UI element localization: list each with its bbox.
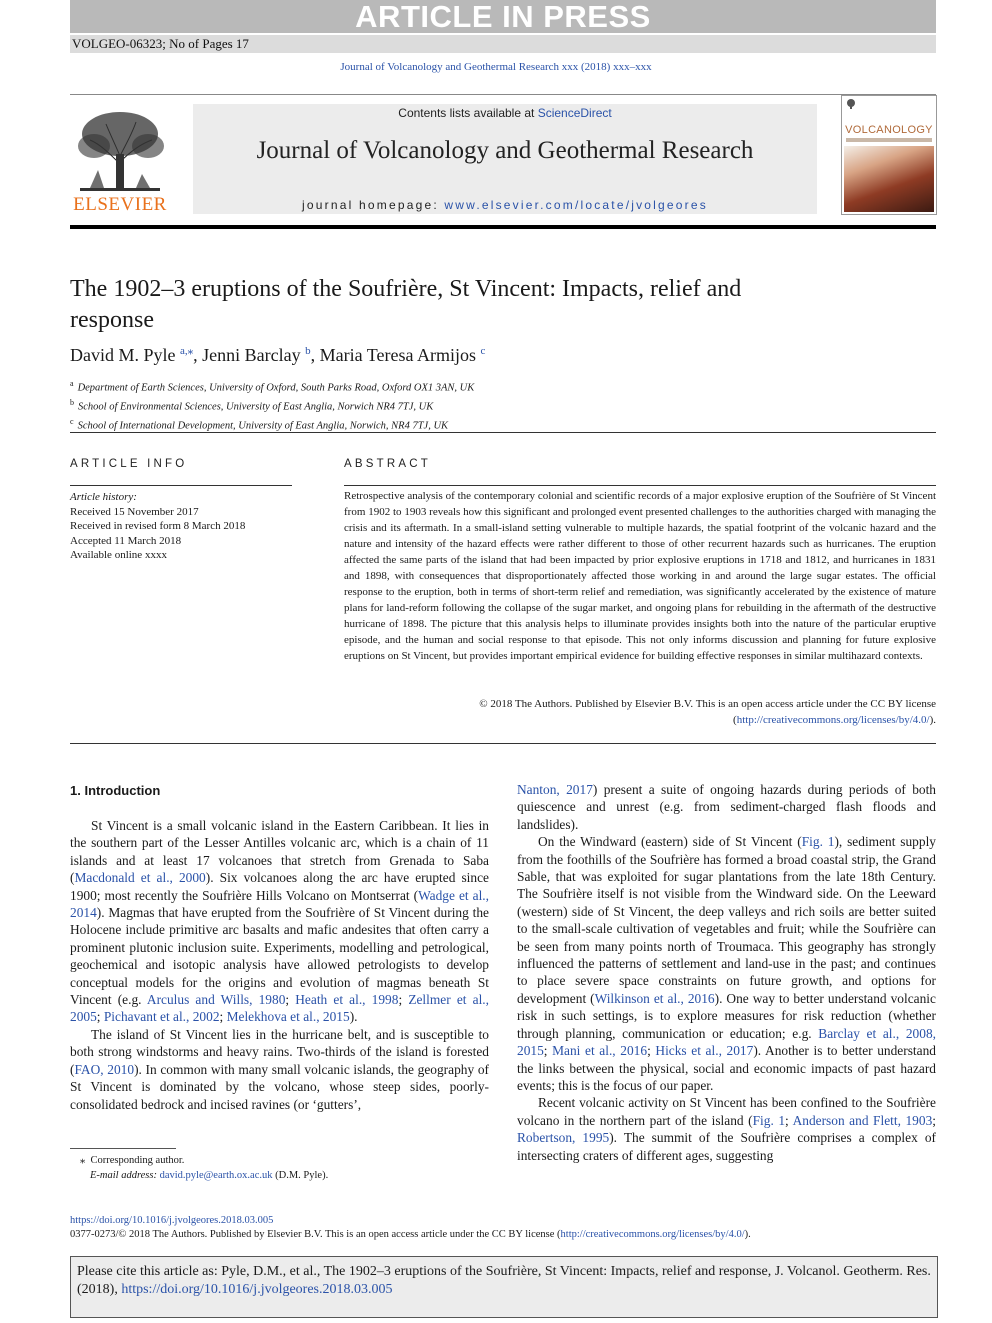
paragraph — [70, 1026, 489, 1113]
body-column-right — [517, 781, 936, 1164]
citation-doi-link[interactable]: https://doi.org/10.1016/j.jvolgeores.2018.03.005 — [121, 1282, 393, 1297]
cover-subtitle-bar — [846, 138, 932, 142]
citation-link[interactable]: Hicks et al., 2017 — [655, 1043, 754, 1059]
history-received: Received 15 November 2017 — [70, 505, 199, 518]
paragraph-text: ). The summit of the Soufrière comprises a complex of intersecting craters of different ages, suggesting — [517, 1130, 936, 1163]
abstract-heading: ABSTRACT — [344, 458, 431, 470]
paragraph-text: ; — [785, 1112, 793, 1128]
affiliation — [70, 396, 474, 415]
divider — [70, 432, 936, 433]
article-in-press-banner: ARTICLE IN PRESS — [70, 0, 936, 33]
citation-link[interactable]: Wilkinson et al., 2016 — [594, 990, 715, 1006]
history-accepted: Accepted 11 March 2018 — [70, 534, 182, 547]
paragraph-text: ; — [647, 1043, 656, 1059]
author-name[interactable]: Maria Teresa Armijos — [319, 345, 481, 365]
paragraph-text: The island of St Vincent lies in the hurricane belt, and is susceptible to both strong windstorms and heavy rains. Two-thirds of the island is forested ( — [70, 1026, 489, 1077]
citation-link[interactable]: Fig. 1 — [801, 834, 835, 850]
citation-link[interactable]: Barclay et al., 2008, 2015 — [517, 1025, 936, 1059]
divider — [344, 485, 936, 486]
citation-box: Please cite this article as: Pyle, D.M., et al., The 1902–3 eruptions of the Soufrière, St Vincent: Impacts, relief and response, J. Volcanol. Geotherm. Res. (2018), https://doi.org/10.1016/j.jvolgeores.2018.03.005 — [70, 1256, 938, 1318]
elsevier-mini-icon — [845, 98, 857, 110]
affiliation-text: Department of Earth Sciences, University of Oxford, South Parks Road, Oxford OX1 3AN, UK — [77, 382, 475, 394]
cover-title: VOLCANOLOGY — [845, 124, 933, 136]
author-separator: , — [310, 345, 320, 365]
abstract-copyright: © 2018 The Authors. Published by Elsevier B.V. This is an open access article under the CC BY license (http://creativecommons.org/licenses/by/4.0/). — [479, 698, 936, 726]
cc-license-link[interactable]: http://creativecommons.org/licenses/by/4.0/ — [736, 714, 930, 726]
history-revised: Received in revised form 8 March 2018 — [70, 520, 246, 532]
corresponding-author-footnote: ⁎ Corresponding author. E-mail address: david.pyle@earth.ox.ac.uk (D.M. Pyle). — [80, 1155, 329, 1181]
footnote-rule — [70, 1148, 176, 1149]
paragraph — [517, 833, 936, 1094]
doc-id-bar — [70, 35, 936, 53]
doi-link[interactable]: https://doi.org/10.1016/j.jvolgeores.2018.03.005 — [70, 1215, 274, 1226]
citation-link[interactable]: Fig. 1 — [752, 1112, 786, 1128]
paragraph-text: ) present a suite of ongoing hazards during periods of both quiescence and unrest (e.g. from sediment-charged flash floods and landslides). — [517, 782, 936, 832]
citation-link[interactable]: Mani et al., 2016 — [552, 1043, 648, 1059]
paragraph — [517, 781, 936, 833]
affiliation-marker[interactable]: b — [305, 345, 311, 357]
paragraph-text: ; — [398, 992, 409, 1008]
paragraph-text: ). — [349, 1009, 358, 1025]
article-history — [70, 490, 245, 563]
paragraph-text: ; — [932, 1112, 936, 1128]
citation-link[interactable]: Melekhova et al., 2015 — [226, 1009, 350, 1025]
affiliation — [70, 377, 474, 396]
paragraph-text: ; — [543, 1043, 553, 1059]
paragraph-text: ). Six volcanoes along the arc have erupted since 1900; most recently the Soufrière Hills Volcano on Montserrat ( — [70, 870, 489, 903]
elsevier-wordmark: ELSEVIER — [73, 194, 167, 215]
citation-link[interactable]: Wadge et al., 2014 — [70, 887, 490, 921]
citation-link[interactable]: Macdonald et al., 2000 — [74, 870, 206, 886]
article-title: The 1902–3 eruptions of the Soufrière, St Vincent: Impacts, relief and response — [70, 276, 742, 333]
email-link[interactable]: david.pyle@earth.ox.ac.uk — [159, 1170, 273, 1181]
abstract-text: Retrospective analysis of the contemporary colonial and scientific records of a major explosive eruption of the Soufrière of St Vincent from 1902 to 1903 reveals how this significant and prolonged event presented challenges to the authorities charged with managing the crisis and its aftermath. In a small-island setting vulnerable to multiple hazards, the spatial footprint of the volcanic hazard and the nature and intensity of the hazard effects were rather different to those of other recurrent hazards such as hurricanes. The eruption affected the same parts of the island that had been impacted by prior explosive eruptions in 1718 and 1812, and hurricanes in 1831 and 1898, with consequences that disproportionately affected those working in and around the large sugar estates. The official response to the eruption, both in terms of short-term relief and remediation, was significantly accelerated by the existence of mature plans for land-reform following the collapse of the sugar market, and ongoing plans for rebuilding in the aftermath of the destructive hurricane of 1898. The picture that this analysis helps to illuminate provides insights both into the nature of the particular eruptive episode, and the human and social response to that episode. This not only informs discussion and planning for future explosive eruptions on St Vincent, but provides important empirical evidence for building effective responses in similar multihazard contexts. — [344, 490, 936, 662]
journal-homepage: journal homepage: www.elsevier.com/locate/jvolgeores — [302, 198, 708, 212]
paragraph-text: ; — [96, 1009, 104, 1025]
affiliation-marker[interactable]: a,⁎ — [180, 345, 194, 357]
homepage-link[interactable]: www.elsevier.com/locate/jvolgeores — [444, 198, 708, 212]
citation-link[interactable]: Nanton, 2017 — [517, 782, 593, 797]
paragraph-text: St Vincent is a small volcanic island in the Eastern Caribbean. It lies in the southern part of the Lesser Antilles volcanic arc, which is a chain of 11 islands and at least 17 volcanoes that stretch from Grenada to Saba ( — [70, 818, 489, 886]
journal-cover-thumbnail[interactable] — [841, 95, 937, 215]
history-online: Available online xxxx — [70, 549, 167, 561]
paragraph — [517, 1094, 936, 1164]
author-list — [70, 344, 485, 366]
history-label: Article history: — [70, 491, 137, 503]
affiliation-label: c — [70, 417, 74, 426]
affiliation-text: School of Environmental Sciences, University of East Anglia, Norwich NR4 7TJ, UK — [78, 401, 434, 413]
paragraph-text: ; — [219, 1009, 227, 1025]
citation-link[interactable]: FAO, 2010 — [74, 1061, 135, 1077]
paragraph — [70, 817, 489, 1026]
divider — [70, 485, 292, 486]
author-separator: , — [193, 345, 203, 365]
paragraph-text: ). In common with many small volcanic islands, the geography of St Vincent is dominated by the volcano, whose steep sides, poorly-consolidated bedrock and incised ravines (or ‘gutters’, — [70, 1061, 489, 1112]
paragraph-text: Recent volcanic activity on St Vincent has been confined to the Soufrière volcano in the northern part of the island ( — [517, 1095, 936, 1128]
citation-link[interactable]: Pichavant et al., 2002 — [103, 1009, 220, 1025]
section-heading-introduction: 1. Introduction — [70, 783, 161, 798]
citation-link[interactable]: Anderson and Flett, 1903 — [792, 1112, 933, 1128]
header-rule — [70, 225, 936, 229]
doc-id: VOLGEO-06323; No of Pages 17 — [72, 36, 249, 51]
citation-link[interactable]: Robertson, 1995 — [517, 1130, 610, 1146]
paragraph-text: ). Magmas that have erupted from the Soufrière of St Vincent during the Holocene include primitive arc basalts and mafic andesites that often carry a prominent plutonic inclusion suite. Experiments, modelling and petrological, geochemical and isotopic analysis have allowed petrologists to develop conceptual models for the origins and evolution of magmas beneath St Vincent (e.g. — [70, 905, 489, 1008]
contents-line: Contents lists available at ScienceDirect — [398, 106, 612, 120]
affiliation-text: School of International Development, University of East Anglia, Norwich, NR4 7TJ, UK — [77, 420, 449, 432]
sciencedirect-link[interactable]: ScienceDirect — [537, 106, 612, 120]
journal-header — [193, 104, 817, 214]
license-link[interactable]: http://creativecommons.org/licenses/by/4.0/ — [560, 1229, 745, 1240]
paragraph-text: ). Another is to better understand the links between the physical, social and economic impacts of past hazard events; this is the focus of our paper. — [517, 1043, 936, 1093]
journal-reference[interactable]: Journal of Volcanology and Geothermal Research xxx (2018) xxx–xxx — [340, 61, 652, 73]
paragraph-text: On the Windward (eastern) side of St Vincent ( — [538, 834, 802, 850]
affiliation-marker[interactable]: c — [480, 345, 486, 357]
citation-link[interactable]: Heath et al., 1998 — [295, 992, 399, 1008]
body-column-left — [70, 817, 489, 1113]
affiliation-label: b — [70, 398, 74, 407]
citation-link[interactable]: Arculus and Wills, 1980 — [146, 992, 286, 1008]
author-name[interactable]: David M. Pyle — [70, 345, 180, 365]
affiliation-label: a — [70, 379, 74, 388]
paragraph-text: ; — [285, 992, 296, 1008]
paragraph-text: ). One way to better understand volcanic risk in such settings, is to explore measures for risk reduction (whether through planning, communication or education; e.g. — [517, 990, 936, 1041]
paragraph-text: ), sediment supply from the foothills of the Soufrière has formed a broad coastal strip, the Grand Sable, that was exploited for sugar plantations from the late 18th Century. The Soufrière itself is not visible from the Windward side. On the Leeward (western) side of St Vincent, the deep valleys and rich soils are better suited to the small-scale cultivation of vegetables and fruit; while the Soufrière can be seen from many points north of Troumaca. This geography has strongly influenced the patterns of settlement and land-use in the past; and continues to place severe space constraints on future growth, and options for development ( — [517, 834, 936, 1006]
affiliations — [70, 377, 474, 434]
author-name[interactable]: Jenni Barclay — [202, 345, 306, 365]
header-top-rule — [70, 94, 936, 95]
license-line: 0377-0273/© 2018 The Authors. Published by Elsevier B.V. This is an open access article under the CC BY license (http://creativecommons.org/licenses/by/4.0/). — [70, 1229, 751, 1240]
cover-image — [844, 146, 934, 212]
citation-link[interactable]: Zellmer et al., 2005 — [70, 992, 489, 1025]
divider — [70, 743, 936, 744]
journal-title: Journal of Volcanology and Geothermal Research — [256, 137, 754, 164]
article-info-heading: ARTICLE INFO — [70, 458, 188, 470]
